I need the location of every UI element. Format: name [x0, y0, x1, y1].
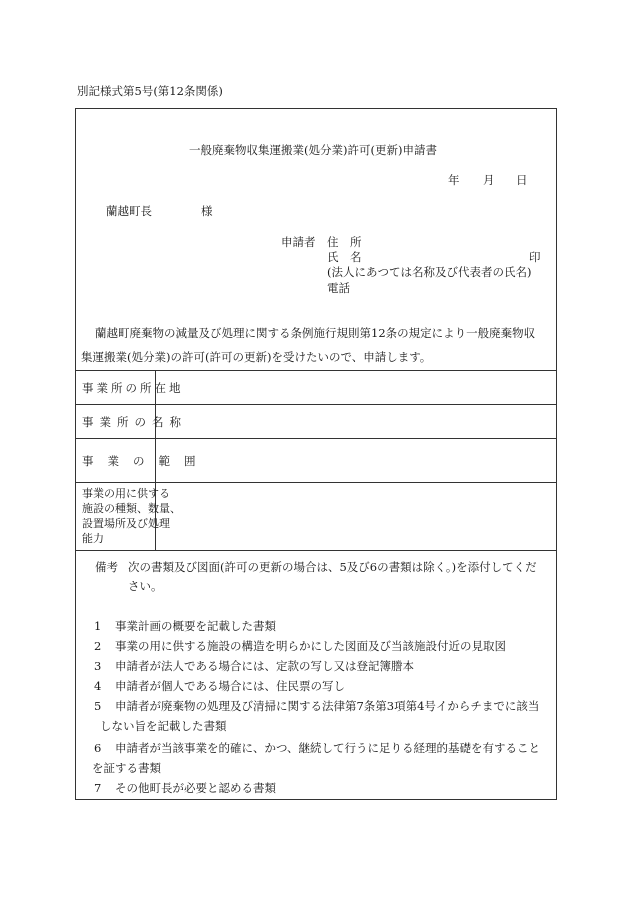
remarks-intro-line-2: さい。: [128, 579, 163, 593]
row-label-facility-line: 能力: [82, 532, 104, 545]
date-year: 年: [448, 173, 460, 187]
seal-mark: 印: [529, 250, 541, 264]
list-item: [94, 698, 539, 714]
row-label-facility: [82, 486, 181, 546]
row-label-business-scope: 事業の範囲: [82, 454, 210, 468]
corp-note: (法人にあつては名称及び代表者の氏名): [327, 265, 532, 279]
row-label-office-address: 事業所の所在地: [82, 381, 184, 395]
item-text: 申請者が当該事業を的確に、かつ、継続して行うに足りる経理的基礎を有すること: [114, 741, 541, 755]
list-item-continuation: [92, 760, 161, 776]
item-number: 7: [94, 781, 102, 795]
item-number: 4: [94, 679, 102, 693]
item-text: 事業計画の概要を記載した書類: [114, 619, 276, 633]
addressee-name: 蘭越町長: [106, 204, 152, 218]
date-month: 月: [483, 173, 495, 187]
phone-label: 電話: [327, 281, 350, 295]
name-label: 氏 名: [327, 250, 362, 264]
item-number: 2: [94, 639, 102, 653]
item-number: 5: [94, 699, 102, 713]
table-row-divider: [75, 404, 557, 405]
row-label-facility-line: 設置場所及び処理: [82, 517, 170, 530]
date-day: 日: [516, 173, 528, 187]
row-label-office-name: 事業所の名称: [82, 415, 187, 429]
row-label-facility-line: 事業の用に供する: [82, 487, 170, 500]
item-number: 6: [94, 741, 102, 755]
list-item: [94, 658, 414, 674]
table-row-divider: [75, 482, 557, 483]
address-label: 住 所: [327, 235, 362, 249]
statement-line-2: 集運搬業(処分業)の許可(許可の更新)を受けたいので、申請します。: [81, 350, 432, 364]
remarks-heading: 備考: [95, 560, 118, 574]
item-text: 申請者が個人である場合には、住民票の写し: [114, 679, 345, 693]
form-title: 一般廃棄物収集運搬業(処分業)許可(更新)申請書: [189, 143, 437, 157]
row-label-facility-line: 施設の種類、数量、: [82, 502, 181, 515]
statement-line-1: 蘭越町廃棄物の減量及び処理に関する条例施行規則第12条の規定により一般廃棄物収: [95, 326, 536, 340]
list-item: [94, 740, 540, 756]
form-number: 別記様式第5号(第12条関係): [77, 84, 223, 98]
table-row-divider: [75, 438, 557, 439]
item-text: を証する書類: [92, 761, 161, 775]
item-text: その他町長が必要と認める書類: [114, 781, 276, 795]
item-text: 申請者が法人である場合には、定款の写し又は登記簿謄本: [114, 659, 414, 673]
table-bottom-border: [75, 550, 557, 551]
item-text: 申請者が廃棄物の処理及び清掃に関する法律第7条第3項第4号イからチまでに該当: [114, 699, 540, 713]
item-number: 1: [94, 619, 102, 633]
table-top-border: [75, 370, 557, 371]
list-item: [94, 678, 345, 694]
list-item-continuation: [100, 718, 227, 734]
list-item: [94, 638, 506, 654]
remarks-intro-line-1: 次の書類及び図面(許可の更新の場合は、5及び6の書類は除く。)を添付してくだ: [128, 560, 537, 574]
item-number: 3: [94, 659, 102, 673]
list-item: [94, 618, 276, 634]
item-text: しない旨を記載した書類: [100, 719, 227, 733]
applicant-label: 申請者: [281, 235, 316, 249]
list-item: [94, 780, 276, 796]
item-text: 事業の用に供する施設の構造を明らかにした図面及び当該施設付近の見取図: [114, 639, 506, 653]
addressee-honorific: 様: [201, 204, 213, 218]
